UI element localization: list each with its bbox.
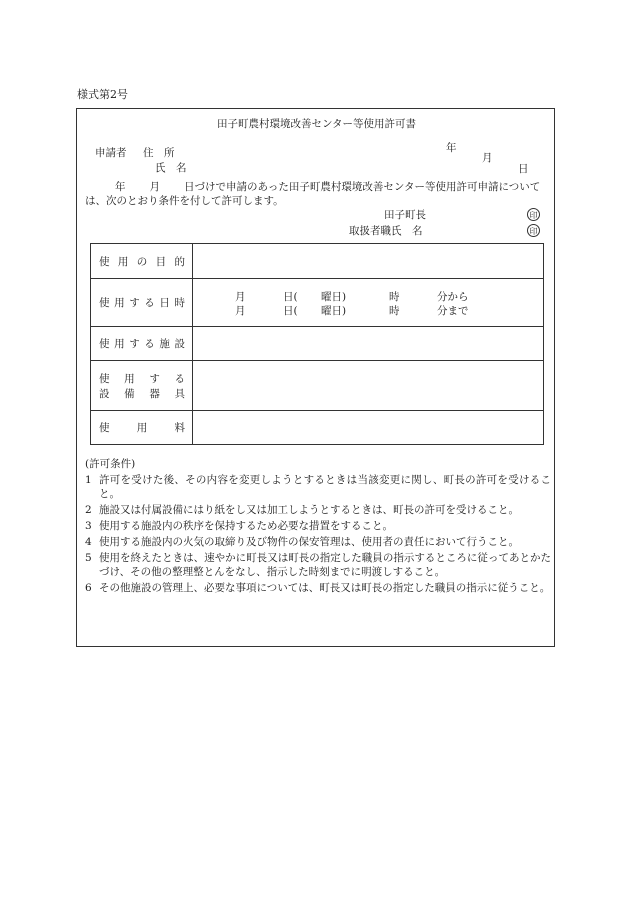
purpose-char: 用 [117, 255, 129, 268]
table-row [91, 411, 544, 445]
datetime-char: る [144, 297, 155, 309]
equipment-char: 備 [124, 387, 135, 400]
condition-number: 5 [85, 552, 92, 564]
condition-text: 許可を受けた後、その内容を変更しようとするときは当該変更に関し、町長の許可を受けること。 [99, 474, 551, 500]
table-row [91, 244, 544, 279]
table-row [91, 279, 544, 327]
fee-label [91, 411, 193, 445]
datetime-char: 使 [99, 297, 110, 309]
equipment-char: る [174, 372, 185, 385]
condition-number: 1 [85, 474, 92, 486]
equipment-value [193, 361, 544, 411]
equipment-char: 具 [174, 387, 185, 400]
condition-item [85, 473, 551, 501]
equipment-char: す [149, 372, 160, 385]
condition-text: 使用を終えたときは、速やかに町長又は町長の指定した職員の指示するところに従ってあとかたづけ、その他の整理整とんをなし、指示した時刻までに明渡しすること。 [99, 552, 551, 578]
condition-item [85, 519, 551, 533]
body-text: 日づけで申請のあった田子町農村環境改善センター等使用許可申請については、次のとおり条件を付して許可します。 [85, 181, 541, 207]
time-from-row [193, 289, 543, 303]
mayor-label: 田子町長 [384, 209, 426, 221]
from-weekday: 曜日) [321, 290, 347, 303]
condition-item [85, 551, 551, 579]
condition-number: 6 [85, 582, 92, 594]
datetime-char: す [129, 297, 140, 309]
equipment-char: 使 [99, 372, 110, 385]
date-month: 月 [482, 152, 493, 164]
fee-char: 用 [136, 422, 148, 434]
fee-char: 使 [99, 422, 110, 434]
purpose-char: 的 [174, 255, 185, 268]
purpose-value [193, 244, 544, 279]
condition-number: 3 [85, 520, 92, 532]
condition-item [85, 535, 551, 549]
condition-item [85, 581, 551, 595]
facility-char: 設 [174, 338, 185, 350]
condition-text: 使用する施設内の火気の取締り及び物件の保安管理は、使用者の責任において行うこと。 [99, 536, 519, 548]
facility-char: 用 [114, 338, 125, 350]
condition-text: 施設又は付属設備にはり紙をし又は加工しようとするときは、町長の許可を受けること。 [99, 504, 519, 516]
condition-text: 使用する施設内の秩序を保持するため必要な措置をすること。 [99, 520, 393, 532]
datetime-value [193, 279, 544, 327]
fee-value [193, 411, 544, 445]
permit-form [76, 108, 555, 647]
to-weekday: 曜日) [321, 304, 347, 317]
usage-table [90, 243, 544, 445]
seal-mark-mayor: 印 [527, 208, 540, 221]
time-to-row [193, 303, 543, 317]
date-year: 年 [446, 141, 457, 154]
condition-text: その他施設の管理上、必要な事項については、町長又は町長の指定した職員の指示に従うこと。 [99, 582, 551, 594]
purpose-char: 目 [155, 255, 167, 268]
applicant-name-label: 氏 名 [155, 162, 187, 174]
handler-label: 取扱者職氏 名 [349, 225, 423, 237]
datetime-char: 日 [159, 297, 170, 309]
equipment-char: 用 [124, 372, 135, 385]
datetime-char: 用 [114, 297, 125, 309]
facility-label [91, 327, 193, 361]
equipment-char: 器 [149, 387, 160, 400]
document-title: 田子町農村環境改善センター等使用許可書 [216, 118, 417, 130]
datetime-label [91, 279, 193, 327]
facility-char: す [129, 338, 140, 350]
permit-conditions [85, 457, 551, 597]
condition-number: 2 [85, 504, 92, 516]
body-month: 月 [149, 181, 160, 193]
purpose-char: の [136, 255, 148, 268]
facility-char: 使 [99, 338, 110, 350]
to-day: 日( [283, 304, 298, 317]
table-row [91, 327, 544, 361]
datetime-char: 時 [174, 297, 185, 309]
conditions-heading: (許可条件) [85, 458, 136, 470]
fee-char: 料 [174, 422, 185, 434]
to-minute: 分まで [437, 304, 469, 317]
form-number: 様式第2号 [77, 88, 128, 101]
table-row [91, 361, 544, 411]
to-month: 月 [235, 304, 246, 317]
purpose-char: 使 [99, 255, 110, 268]
from-hour: 時 [389, 290, 400, 303]
equipment-label [91, 361, 193, 411]
issue-date [446, 132, 536, 185]
body-year: 年 [115, 181, 126, 193]
applicant-address-label: 住 所 [143, 147, 175, 159]
permit-statement [85, 180, 551, 208]
condition-number: 4 [85, 536, 92, 548]
to-hour: 時 [389, 304, 400, 317]
from-month: 月 [235, 290, 246, 303]
purpose-label [91, 244, 193, 279]
seal-mark-handler: 印 [527, 224, 540, 237]
date-day: 日 [518, 162, 529, 175]
from-minute: 分から [437, 290, 469, 303]
facility-value [193, 327, 544, 361]
facility-char: 施 [159, 338, 170, 350]
equipment-char: 設 [99, 387, 110, 400]
facility-char: る [144, 338, 155, 350]
condition-item [85, 503, 551, 517]
from-day: 日( [283, 290, 298, 303]
applicant-label: 申請者 [95, 147, 127, 159]
